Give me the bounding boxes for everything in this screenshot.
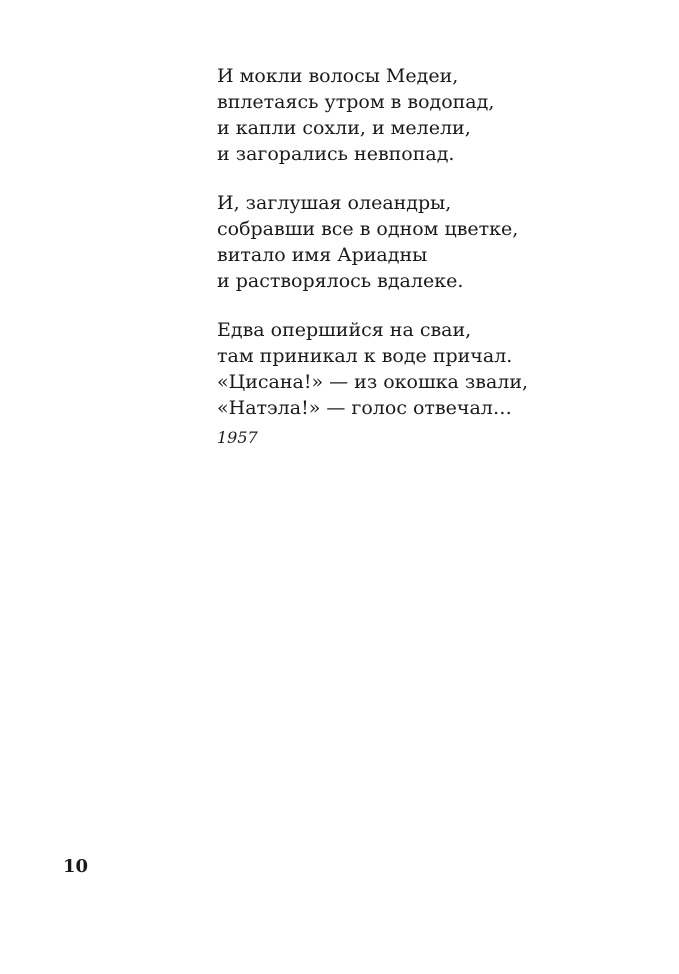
poem [217, 63, 657, 449]
poem-line: «Натэла!» — голос отвечал… [217, 397, 512, 419]
poem-line: «Цисана!» — из окошка звали, [217, 371, 529, 393]
poem-line: И, заглушая олеандры, [217, 192, 452, 214]
poem-line: Едва опершийся на сваи, [217, 319, 472, 341]
poem-line: и растворялось вдалеке. [217, 270, 464, 292]
poem-line: И мокли волосы Медеи, [217, 65, 459, 87]
poem-year: 1957 [217, 428, 258, 447]
poem-line: вплетаясь утром в водопад, [217, 91, 495, 113]
stanza-2 [217, 190, 657, 294]
poem-line: и загорались невпопад. [217, 143, 455, 165]
poem-line: и капли сохли, и мелели, [217, 117, 471, 139]
stanza-3 [217, 317, 657, 421]
poem-line: витало имя Ариадны [217, 244, 428, 266]
page-number: 10 [63, 856, 89, 877]
stanza-1 [217, 63, 657, 167]
poem-line: собравши все в одном цветке, [217, 218, 519, 240]
poem-line: там приникал к воде причал. [217, 345, 513, 367]
